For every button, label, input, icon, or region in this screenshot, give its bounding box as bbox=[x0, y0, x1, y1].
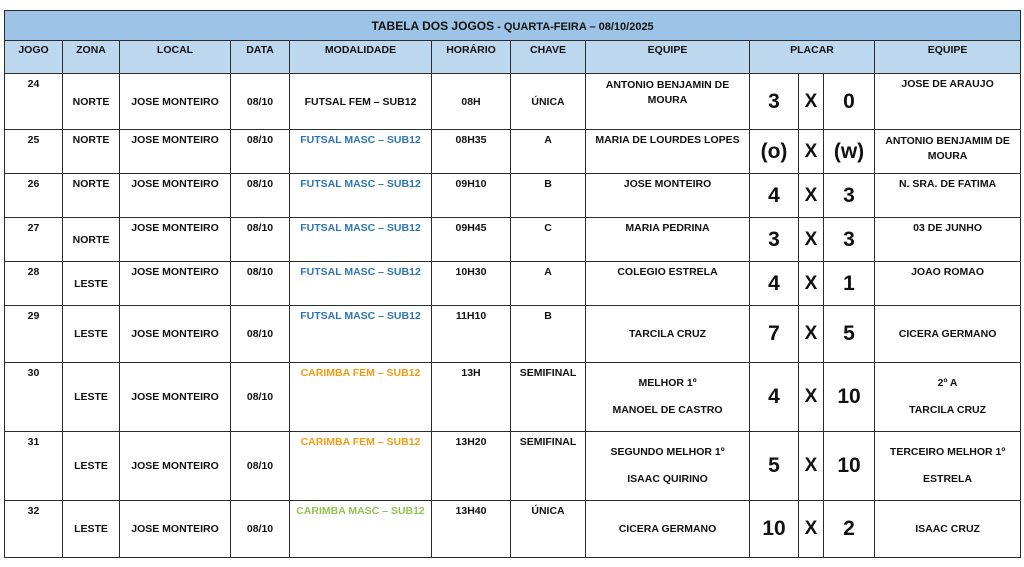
cell-data: 08/10 bbox=[231, 306, 290, 363]
score-separator: X bbox=[799, 74, 824, 130]
cell-jogo: 31 bbox=[5, 432, 63, 501]
score-separator: X bbox=[799, 218, 824, 262]
table-row bbox=[5, 306, 1021, 363]
score-separator: X bbox=[799, 306, 824, 363]
title-text: TABELA DOS JOGOS bbox=[371, 18, 495, 33]
col-placar: PLACAR bbox=[750, 41, 875, 74]
score-separator: X bbox=[799, 174, 824, 218]
cell-equipe-1: MARIA PEDRINA bbox=[586, 218, 750, 262]
cell-local: JOSE MONTEIRO bbox=[120, 74, 231, 130]
table-row bbox=[5, 262, 1021, 306]
cell-equipe-1: ANTONIO BENJAMIN DE MOURA bbox=[586, 74, 750, 130]
cell-zona: NORTE bbox=[63, 174, 120, 218]
table-row bbox=[5, 363, 1021, 432]
cell-local: JOSE MONTEIRO bbox=[120, 306, 231, 363]
col-jogo: JOGO bbox=[5, 41, 63, 74]
games-table-container bbox=[4, 10, 1020, 558]
cell-modalidade: CARIMBA MASC – SUB12 bbox=[290, 501, 432, 558]
cell-local: JOSE MONTEIRO bbox=[120, 174, 231, 218]
cell-horario: 10H30 bbox=[432, 262, 511, 306]
cell-equipe-2 bbox=[875, 432, 1021, 501]
score-1: 7 bbox=[750, 306, 799, 363]
score-separator: X bbox=[799, 130, 824, 174]
cell-equipe-1: TARCILA CRUZ bbox=[586, 306, 750, 363]
cell-chave: ÚNICA bbox=[511, 501, 586, 558]
cell-chave: B bbox=[511, 174, 586, 218]
col-local: LOCAL bbox=[120, 41, 231, 74]
score-separator: X bbox=[799, 501, 824, 558]
cell-equipe-2: ANTONIO BENJAMIM DE MOURA bbox=[875, 130, 1021, 174]
cell-zona: LESTE bbox=[63, 363, 120, 432]
cell-data: 08/10 bbox=[231, 501, 290, 558]
cell-horario: 13H20 bbox=[432, 432, 511, 501]
score-1: (o) bbox=[750, 130, 799, 174]
score-2: 3 bbox=[824, 218, 875, 262]
cell-chave: A bbox=[511, 130, 586, 174]
cell-zona: LESTE bbox=[63, 306, 120, 363]
cell-chave: SEMIFINAL bbox=[511, 432, 586, 501]
cell-equipe-1: JOSE MONTEIRO bbox=[586, 174, 750, 218]
cell-equipe-1: COLEGIO ESTRELA bbox=[586, 262, 750, 306]
cell-chave: SEMIFINAL bbox=[511, 363, 586, 432]
cell-equipe-2: JOSE DE ARAUJO bbox=[875, 74, 1021, 130]
score-1: 4 bbox=[750, 174, 799, 218]
table-row bbox=[5, 432, 1021, 501]
table-row bbox=[5, 501, 1021, 558]
team-line: ESTRELA bbox=[923, 473, 973, 485]
score-2: 1 bbox=[824, 262, 875, 306]
header-row bbox=[5, 41, 1021, 74]
cell-equipe-2: N. SRA. DE FATIMA bbox=[875, 174, 1021, 218]
cell-chave: ÚNICA bbox=[511, 74, 586, 130]
score-1: 5 bbox=[750, 432, 799, 501]
cell-jogo: 27 bbox=[5, 218, 63, 262]
cell-local: JOSE MONTEIRO bbox=[120, 432, 231, 501]
cell-data: 08/10 bbox=[231, 262, 290, 306]
col-horario: HORÁRIO bbox=[432, 41, 511, 74]
cell-jogo: 25 bbox=[5, 130, 63, 174]
cell-equipe-1 bbox=[586, 432, 750, 501]
cell-equipe-2: JOAO ROMAO bbox=[875, 262, 1021, 306]
cell-chave: B bbox=[511, 306, 586, 363]
table-row bbox=[5, 74, 1021, 130]
cell-zona: NORTE bbox=[63, 74, 120, 130]
cell-jogo: 32 bbox=[5, 501, 63, 558]
cell-horario: 13H bbox=[432, 363, 511, 432]
score-1: 4 bbox=[750, 363, 799, 432]
cell-modalidade: CARIMBA FEM – SUB12 bbox=[290, 363, 432, 432]
score-2: 2 bbox=[824, 501, 875, 558]
score-separator: X bbox=[799, 432, 824, 501]
team-line: MANOEL DE CASTRO bbox=[612, 404, 723, 416]
col-modalidade: MODALIDADE bbox=[290, 41, 432, 74]
col-equipe-1: EQUIPE bbox=[586, 41, 750, 74]
cell-horario: 13H40 bbox=[432, 501, 511, 558]
col-equipe-2: EQUIPE bbox=[875, 41, 1021, 74]
score-1: 4 bbox=[750, 262, 799, 306]
cell-local: JOSE MONTEIRO bbox=[120, 218, 231, 262]
cell-horario: 09H45 bbox=[432, 218, 511, 262]
score-2: 0 bbox=[824, 74, 875, 130]
score-separator: X bbox=[799, 262, 824, 306]
games-table bbox=[4, 10, 1021, 558]
score-1: 3 bbox=[750, 74, 799, 130]
cell-zona: LESTE bbox=[63, 501, 120, 558]
score-2: (w) bbox=[824, 130, 875, 174]
cell-equipe-2: 03 DE JUNHO bbox=[875, 218, 1021, 262]
table-row bbox=[5, 130, 1021, 174]
cell-equipe-1: MARIA DE LOURDES LOPES bbox=[586, 130, 750, 174]
cell-horario: 08H35 bbox=[432, 130, 511, 174]
cell-jogo: 30 bbox=[5, 363, 63, 432]
subtitle-text: - QUARTA-FEIRA – 08/10/2025 bbox=[494, 20, 654, 33]
cell-jogo: 28 bbox=[5, 262, 63, 306]
cell-horario: 08H bbox=[432, 74, 511, 130]
cell-modalidade: FUTSAL MASC – SUB12 bbox=[290, 174, 432, 218]
cell-zona: LESTE bbox=[63, 432, 120, 501]
cell-jogo: 29 bbox=[5, 306, 63, 363]
score-2: 10 bbox=[824, 363, 875, 432]
cell-modalidade: FUTSAL MASC – SUB12 bbox=[290, 130, 432, 174]
cell-zona: LESTE bbox=[63, 262, 120, 306]
cell-data: 08/10 bbox=[231, 432, 290, 501]
cell-jogo: 24 bbox=[5, 74, 63, 130]
cell-zona: NORTE bbox=[63, 218, 120, 262]
table-title bbox=[5, 11, 1021, 41]
cell-equipe-1: CICERA GERMANO bbox=[586, 501, 750, 558]
table-row bbox=[5, 218, 1021, 262]
cell-data: 08/10 bbox=[231, 174, 290, 218]
score-1: 10 bbox=[750, 501, 799, 558]
cell-local: JOSE MONTEIRO bbox=[120, 501, 231, 558]
score-2: 10 bbox=[824, 432, 875, 501]
cell-modalidade: FUTSAL MASC – SUB12 bbox=[290, 306, 432, 363]
col-chave: CHAVE bbox=[511, 41, 586, 74]
cell-local: JOSE MONTEIRO bbox=[120, 130, 231, 174]
cell-chave: A bbox=[511, 262, 586, 306]
cell-equipe-2: CICERA GERMANO bbox=[875, 306, 1021, 363]
score-2: 5 bbox=[824, 306, 875, 363]
cell-modalidade: CARIMBA FEM – SUB12 bbox=[290, 432, 432, 501]
cell-local: JOSE MONTEIRO bbox=[120, 262, 231, 306]
team-line: TERCEIRO MELHOR 1º bbox=[889, 446, 1006, 458]
team-line: MELHOR 1º bbox=[638, 377, 697, 389]
cell-data: 08/10 bbox=[231, 363, 290, 432]
col-zona: ZONA bbox=[63, 41, 120, 74]
cell-equipe-1 bbox=[586, 363, 750, 432]
cell-data: 08/10 bbox=[231, 74, 290, 130]
cell-horario: 11H10 bbox=[432, 306, 511, 363]
table-row bbox=[5, 174, 1021, 218]
team-line: 2º A bbox=[937, 377, 958, 389]
score-2: 3 bbox=[824, 174, 875, 218]
cell-equipe-2: ISAAC CRUZ bbox=[875, 501, 1021, 558]
cell-equipe-2 bbox=[875, 363, 1021, 432]
team-line: SEGUNDO MELHOR 1º bbox=[610, 446, 725, 458]
cell-modalidade: FUTSAL FEM – SUB12 bbox=[290, 74, 432, 130]
cell-data: 08/10 bbox=[231, 130, 290, 174]
cell-horario: 09H10 bbox=[432, 174, 511, 218]
cell-data: 08/10 bbox=[231, 218, 290, 262]
cell-local: JOSE MONTEIRO bbox=[120, 363, 231, 432]
col-data: DATA bbox=[231, 41, 290, 74]
cell-jogo: 26 bbox=[5, 174, 63, 218]
cell-modalidade: FUTSAL MASC – SUB12 bbox=[290, 262, 432, 306]
cell-modalidade: FUTSAL MASC – SUB12 bbox=[290, 218, 432, 262]
team-line: ISAAC QUIRINO bbox=[627, 473, 708, 485]
score-separator: X bbox=[799, 363, 824, 432]
score-1: 3 bbox=[750, 218, 799, 262]
cell-zona: NORTE bbox=[63, 130, 120, 174]
cell-chave: C bbox=[511, 218, 586, 262]
team-line: TARCILA CRUZ bbox=[909, 404, 987, 416]
